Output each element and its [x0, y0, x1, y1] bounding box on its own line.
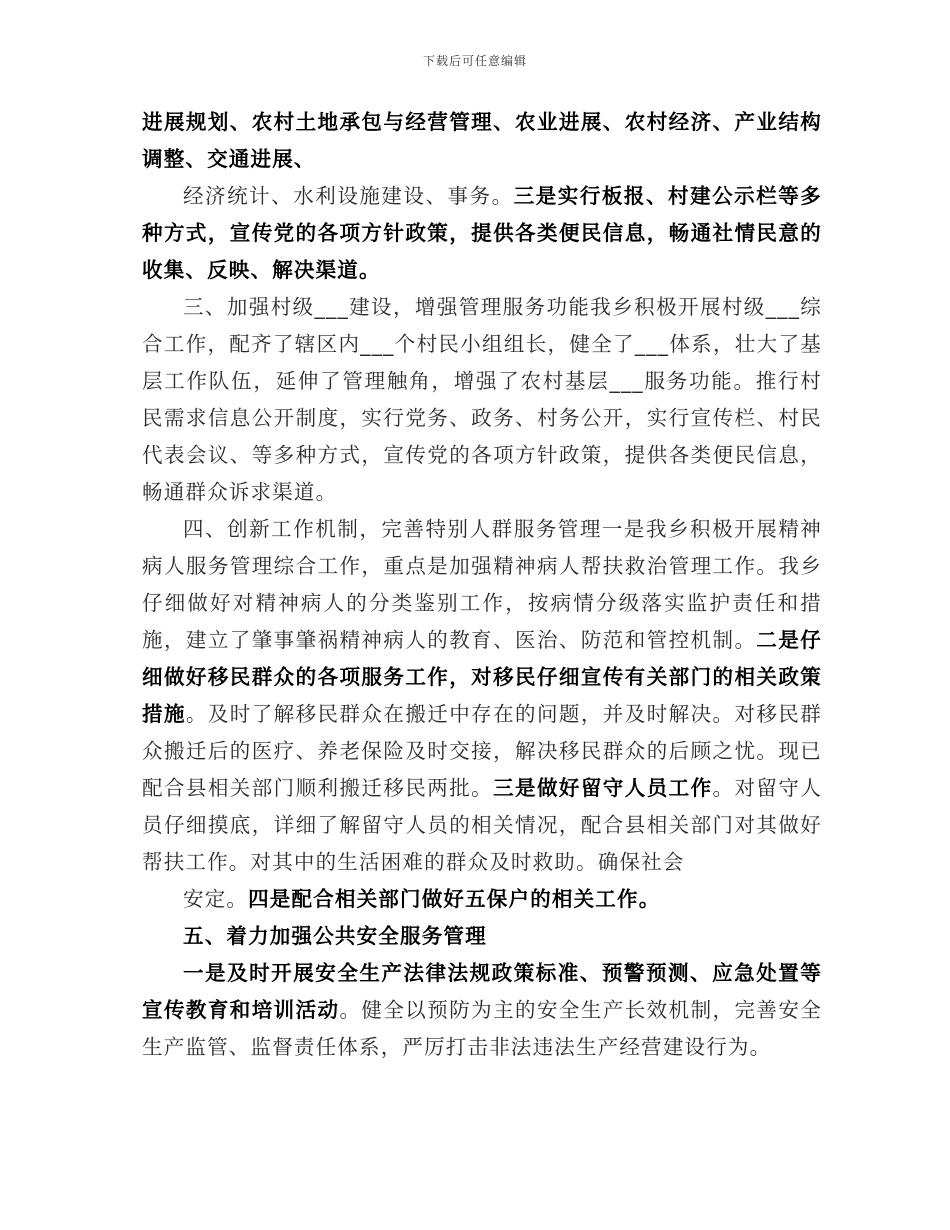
- text-run: 。健全以预防为主的安全生产长效机制，完善安全生产监管、监督责任体系，严厉打击非法违法生产经营建设行为。: [142, 998, 822, 1059]
- paragraph-2: [142, 178, 822, 289]
- page-header: 下载后可任意编辑: [422, 54, 527, 68]
- paragraph-3: [142, 289, 822, 511]
- text-run-bold: 一是及时开展安全生产法律法规政策标准、预警预测、应急处置等宣传教育和培训活动: [142, 961, 822, 1022]
- text-run: 。对留守人员仔细摸底，详细了解留守人员的相关情况，配合县相关部门对其做好帮扶工作。对其中的生活困难的群众及时救助。确保社会: [142, 776, 823, 874]
- text-run: 三、加强村级___建设，增强管理服务功能我乡积极开展村级___综合工作，配齐了辖区内___个村民小组组长，健全了___体系，壮大了基层工作队伍，延伸了管理触角，增强了农村基层___服务功能。推行村民需求信息公开制度，实行党务、政务、村务公开，实行宣传栏、村民代表会议、等多种方式，宣传党的各项方针政策，提供各类便民信息，畅通群众诉求渠道。: [142, 295, 822, 504]
- text-run: 经济统计、水利设施建设、事务。: [183, 184, 514, 208]
- paragraph-7: [142, 955, 822, 1066]
- text-run: 四、创新工作机制，完善特别人群服务管理一是我乡积极开展精神病人服务管理综合工作，重点是加强精神病人帮扶救治管理工作。我乡仔细做好对精神病人的分类鉴别工作，按病情分级落实监护责任和措施，建立了肇事肇祸精神病人的教育、医治、防范和管控机制。: [142, 517, 822, 652]
- text-run-bold: 二是仔细做好移民群众的各项服务工作，对移民仔细宣传有关部门的相关政策措施: [142, 628, 822, 726]
- paragraph-1: [142, 104, 822, 178]
- paragraph-5: [142, 881, 822, 918]
- text-run-bold: 三是实行板报、村建公示栏等多种方式，宣传党的各项方针政策，提供各类便民信息，畅通社情民意的收集、反映、解决渠道。: [142, 184, 823, 282]
- text-run: 进展规划、农村土地承包与经营管理、农业进展、农村经济、产业结构调整、交通进展、: [142, 110, 822, 171]
- section-heading: [142, 918, 822, 955]
- text-run-bold: 三是做好留守人员工作: [493, 776, 713, 800]
- text-run-bold: 四是配合相关部门做好五保户的相关工作。: [248, 887, 661, 911]
- text-run: 。及时了解移民群众在搬迁中存在的问题，并及时解决。对移民群众搬迁后的医疗、养老保险及时交接，解决移民群众的后顾之忧。现已配合县相关部门顺利搬迁移民两批。: [142, 702, 822, 800]
- text-run: 安定。: [183, 887, 249, 911]
- text-run-bold: 五、着力加强公共安全服务管理: [183, 924, 487, 948]
- paragraph-4: [142, 511, 822, 881]
- document-body: [142, 104, 822, 1066]
